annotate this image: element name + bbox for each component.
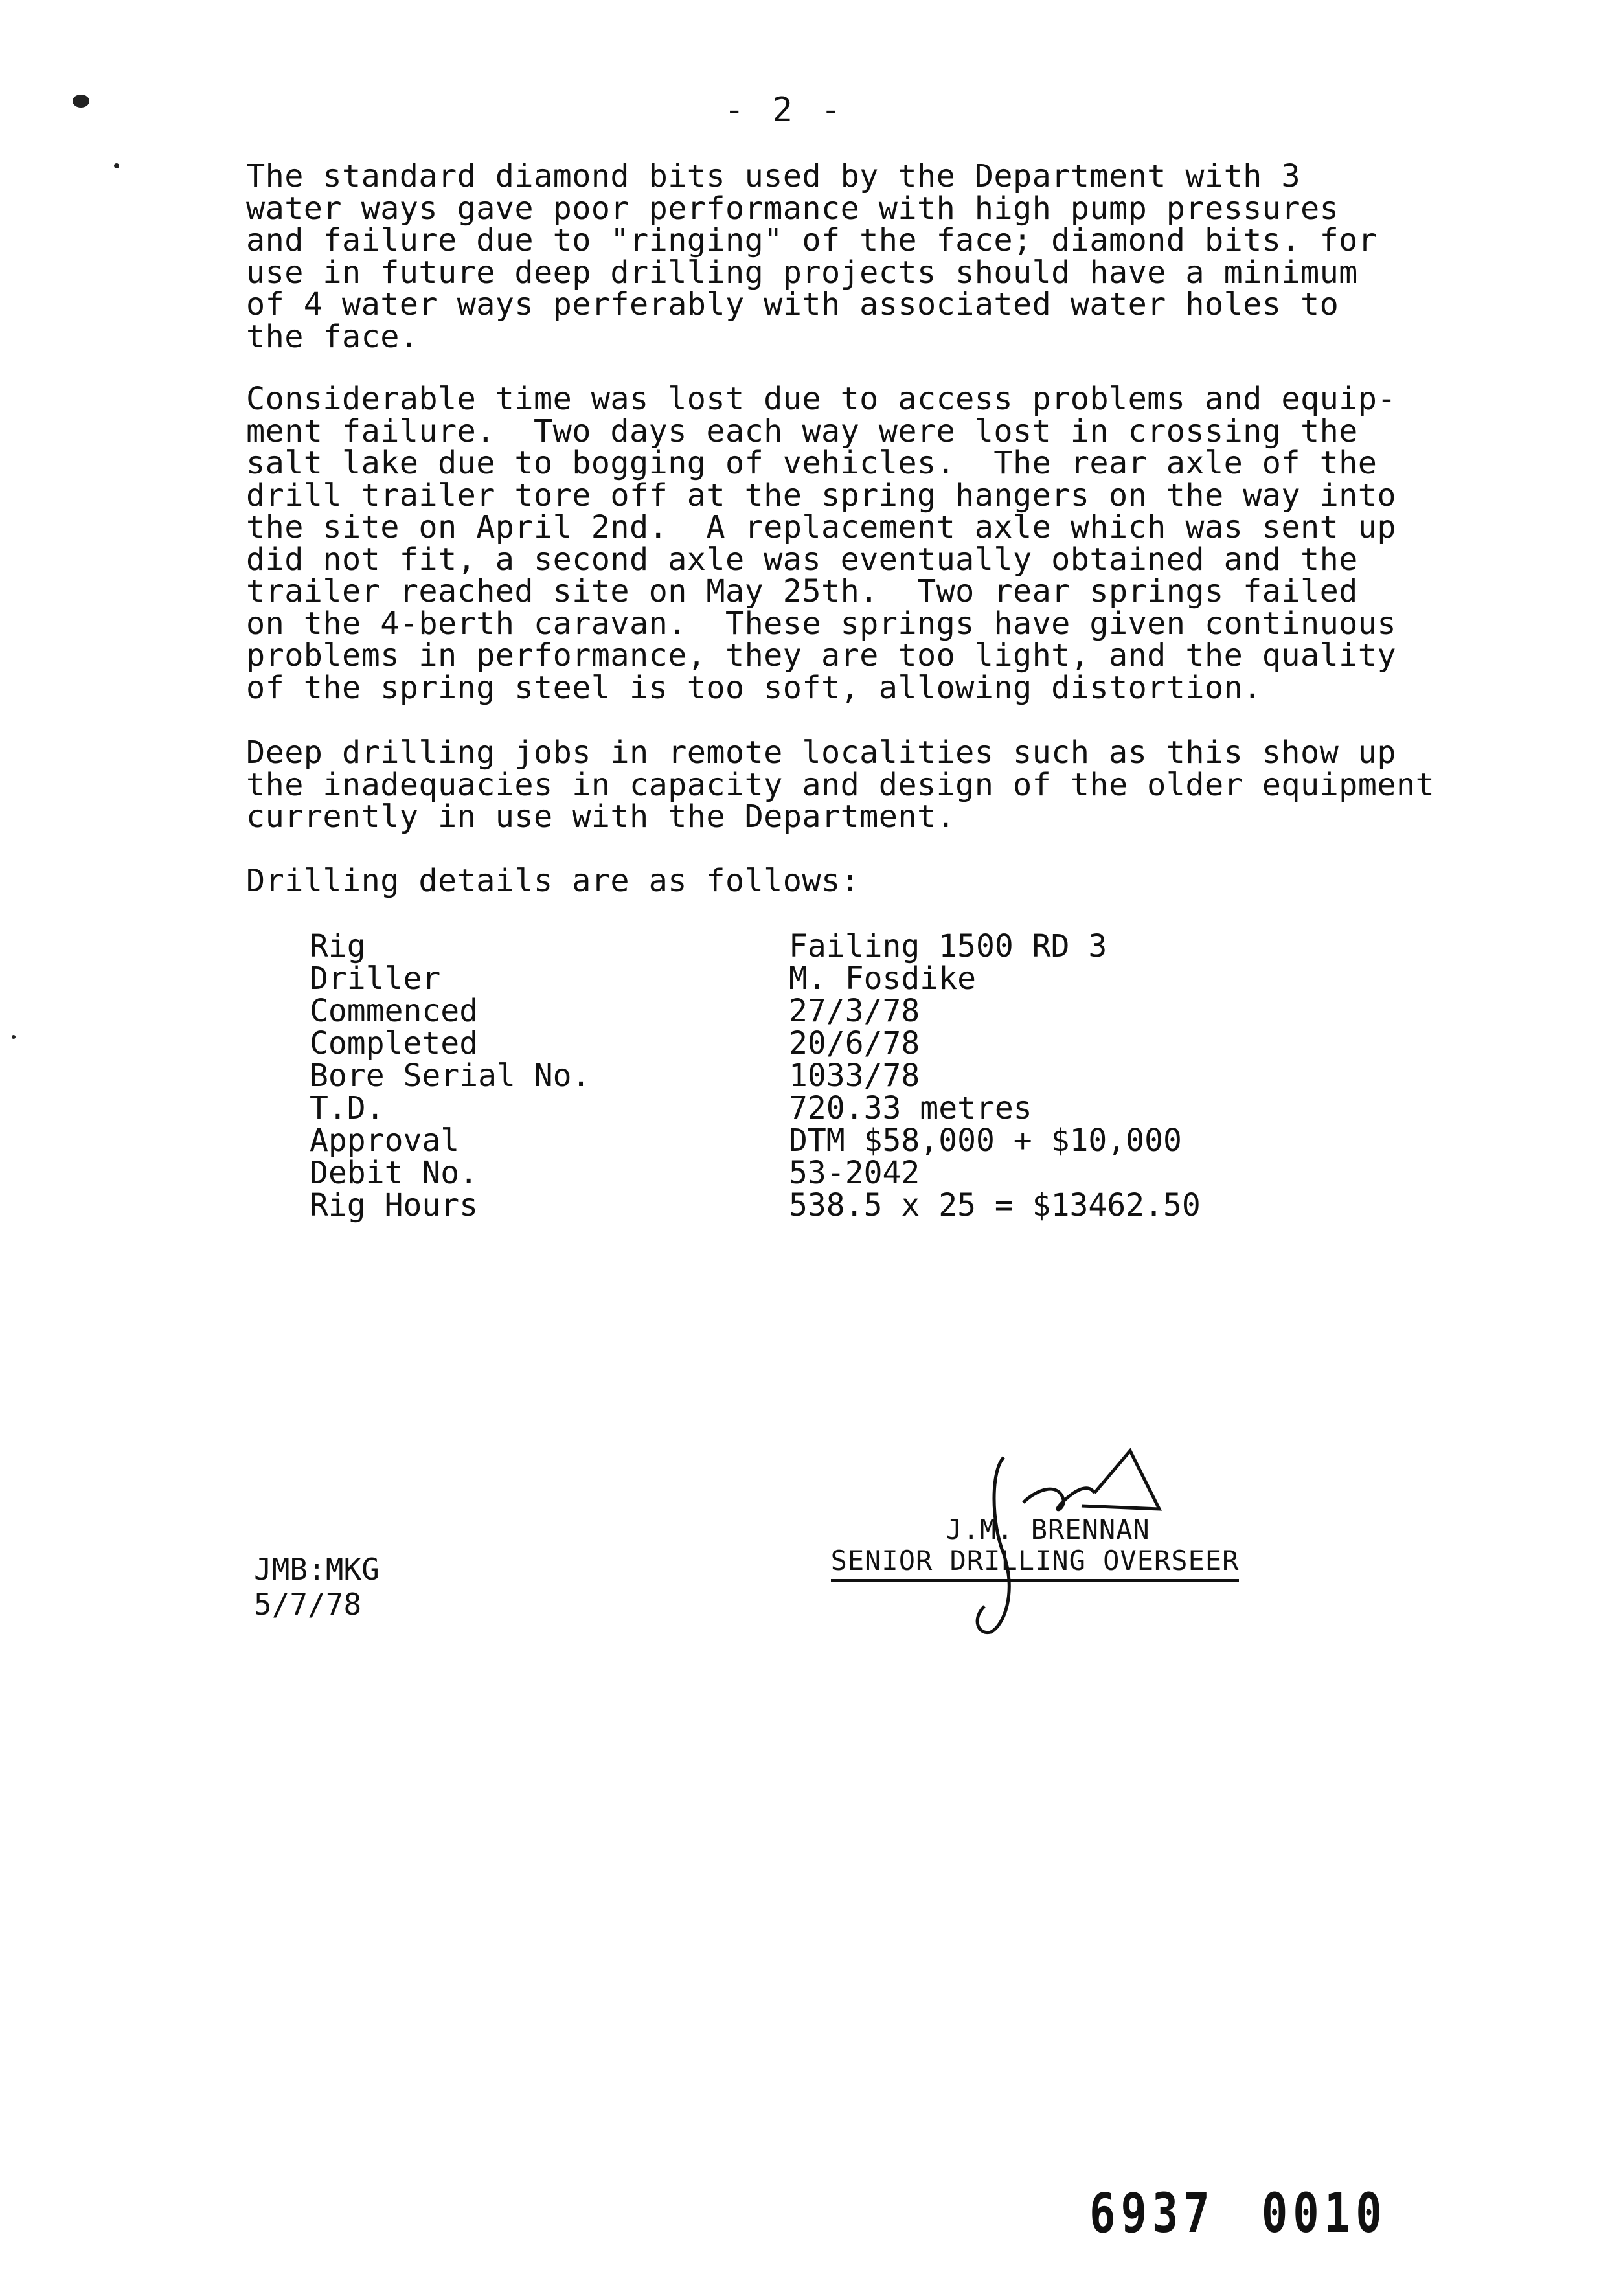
detail-value: 20/6/78 [789, 1025, 920, 1062]
detail-label: Debit No. [310, 1155, 479, 1191]
detail-value: DTM $58,000 + $10,000 [789, 1122, 1182, 1159]
file-number [1089, 2181, 1387, 2245]
detail-value: M. Fosdike [789, 960, 976, 997]
file-number-part2: 0010 [1261, 2181, 1387, 2245]
detail-row-driller [310, 962, 1201, 995]
paragraph-access-problems: Considerable time was lost due to access problems and equip- ment failure. Two days each way were lost in crossing the salt lake due to bogging of vehicles. The rear axle of the drill trailer tore off at the spring hangers on the way into the site on April 2nd. A replacement axle which was sent up did not fit, a second axle was eventually obtained and the trailer reached site on May 25th. Two rear springs failed on the 4-berth caravan. These springs have given continuous problems in performance, they are too light, and the quality of the spring steel is too soft, allowing distortion. [246, 381, 1396, 706]
detail-row-debit-no [310, 1157, 1201, 1189]
detail-label: Driller [310, 960, 441, 997]
detail-value: Failing 1500 RD 3 [789, 928, 1107, 964]
detail-value: 538.5 x 25 = $13462.50 [789, 1187, 1201, 1223]
detail-label: Commenced [310, 993, 479, 1029]
file-number-part1: 6937 [1089, 2181, 1215, 2245]
detail-row-completed [310, 1027, 1201, 1060]
detail-value: 53-2042 [789, 1155, 920, 1191]
signatory-title: SENIOR DRILLING OVERSEER [831, 1545, 1240, 1582]
signature-block [789, 1514, 1281, 1582]
reference-block [254, 1552, 380, 1622]
detail-row-commenced [310, 995, 1201, 1027]
detail-row-approval [310, 1124, 1201, 1157]
detail-row-rig-hours [310, 1189, 1201, 1222]
paragraph-diamond-bits: The standard diamond bits used by the Department with 3 water ways gave poor performance with high pump pressures and failure due to "ringing" of the face; diamond bits. for use in future deep drilling projects should have a minimum of 4 water ways perferably with associated water holes to the face. [246, 158, 1378, 355]
detail-label: Completed [310, 1025, 479, 1062]
detail-label: Rig [310, 928, 366, 964]
detail-value: 1033/78 [789, 1058, 920, 1094]
drilling-details-table [310, 930, 1201, 1222]
scan-mark [114, 163, 119, 168]
scan-mark [73, 95, 89, 108]
reference-date: 5/7/78 [254, 1587, 362, 1622]
detail-value: 27/3/78 [789, 993, 920, 1029]
detail-label: Bore Serial No. [310, 1058, 591, 1094]
detail-value: 720.33 metres [789, 1090, 1032, 1126]
detail-row-rig [310, 930, 1201, 962]
scan-mark [12, 1035, 16, 1039]
reference-initials: JMB:MKG [254, 1552, 380, 1587]
signatory-name: J.M. BRENNAN [946, 1514, 1150, 1545]
page-number: - 2 - [724, 91, 845, 130]
detail-label: T.D. [310, 1090, 385, 1126]
detail-row-total-depth [310, 1092, 1201, 1124]
detail-label: Approval [310, 1122, 460, 1159]
detail-label: Rig Hours [310, 1187, 479, 1223]
detail-row-bore-serial [310, 1060, 1201, 1092]
paragraph-equipment-inadequacies: Deep drilling jobs in remote localities such as this show up the inadequacies in capacity and design of the older equipment currently in use with the Department. [246, 734, 1435, 835]
details-heading: Drilling details are as follows: [246, 863, 860, 899]
